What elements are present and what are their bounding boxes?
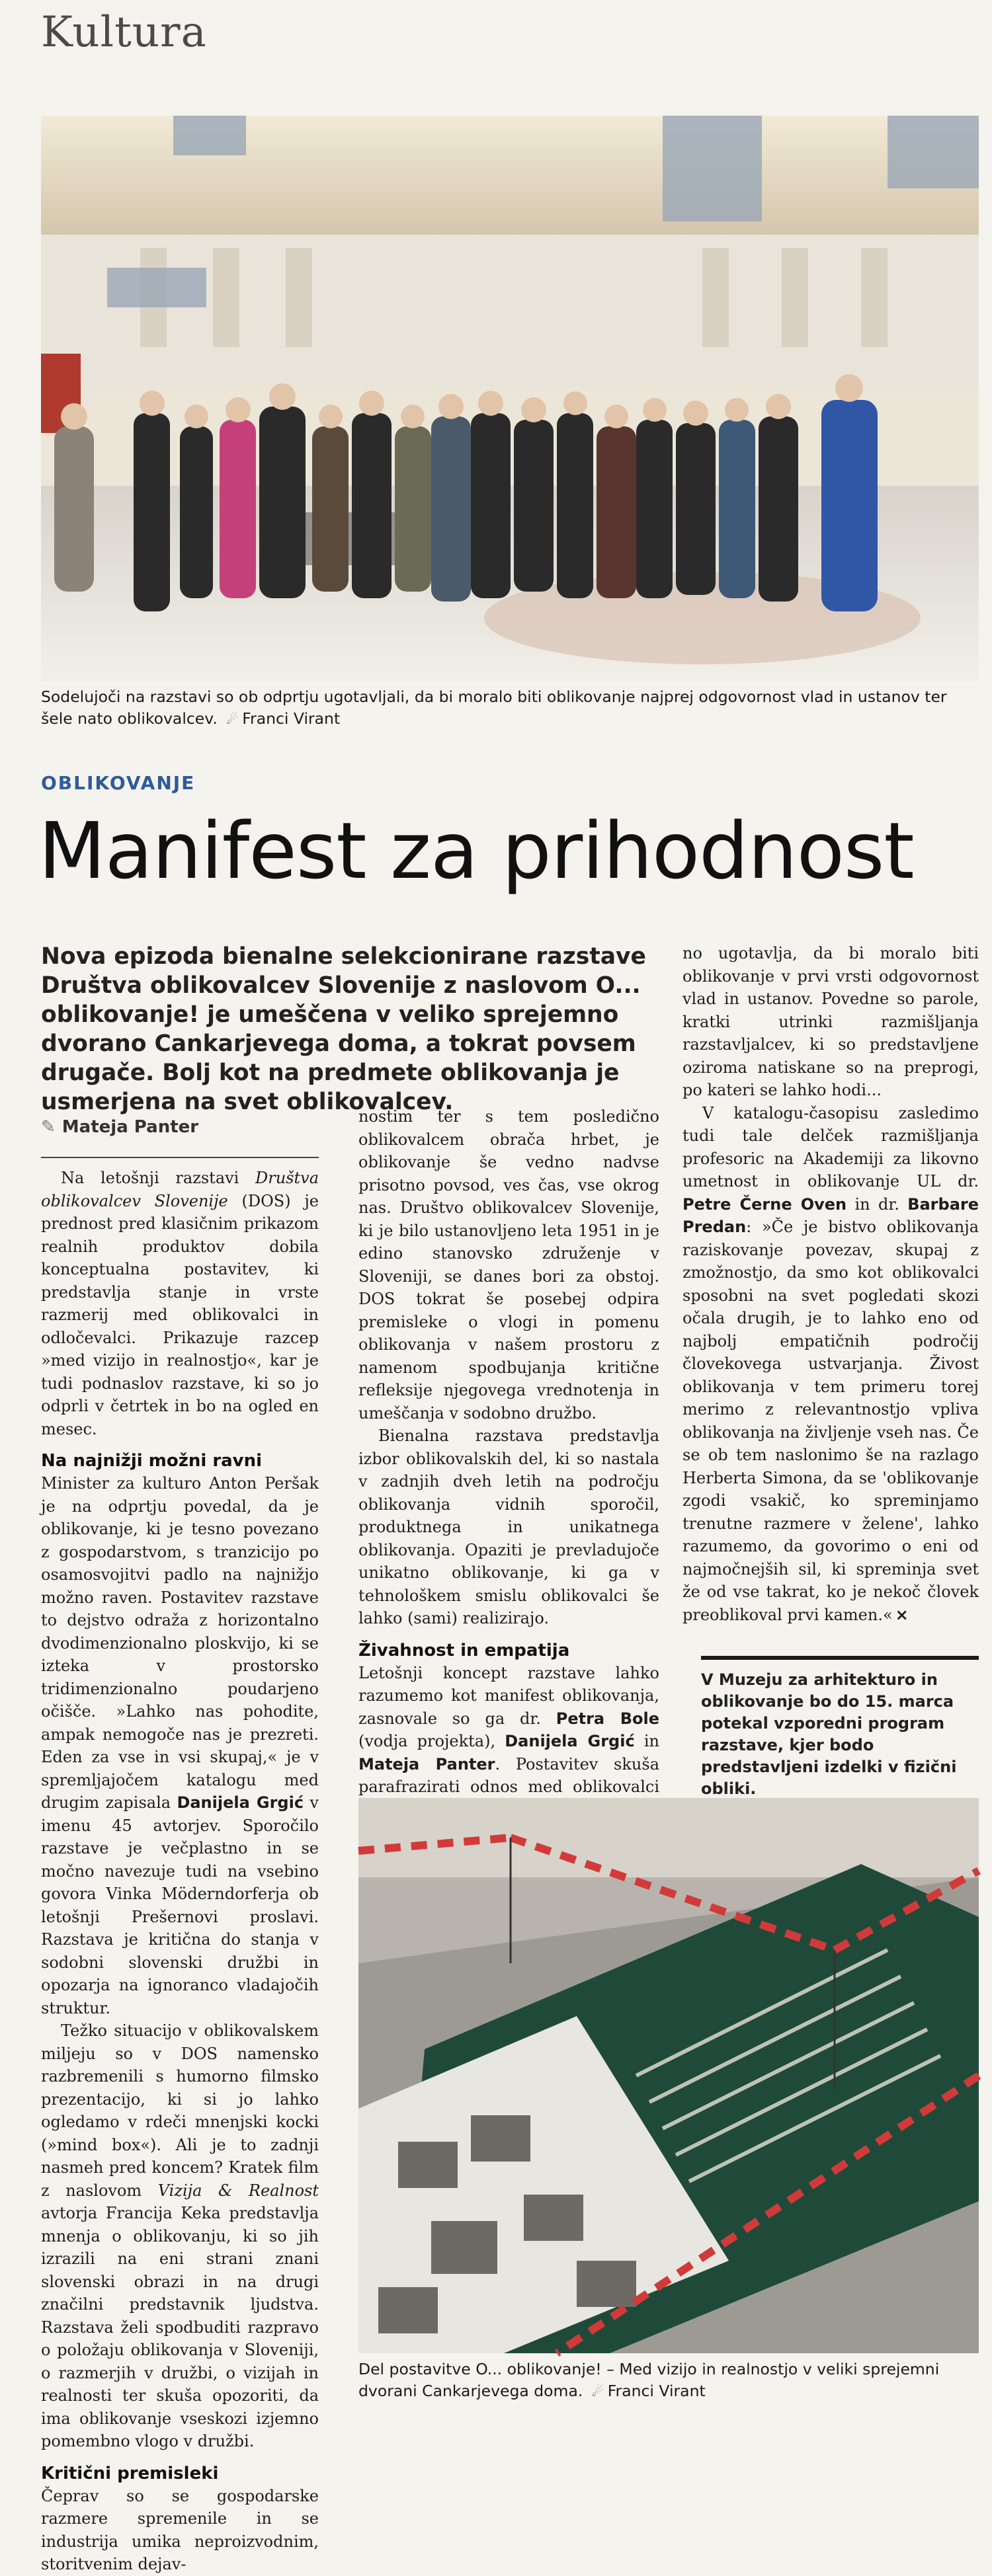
col1-subheading-2: Kritični premisleki bbox=[41, 2463, 219, 2483]
col3-paragraph-2: V katalogu-časopisu zasledimo tudi tale delček razmišljanja profesoric na Akademiji za likovno umetnost in oblikovanje UL dr. Petre Černe Oven in dr. Barbare Predan: »Če je bistvo oblikovanja raziskovanje povezav, skupaj z zmožnostjo, da smo kot oblikovalci sposobni na svet pogledati skozi očala drugih, je to lahko eno od najbolj empatičnih področij človekovega ustvarjanja. Živost oblikovanja v tem primeru torej merimo z relevantnostjo vpliva oblikovanja na življenje vseh nas. Če se ob tem naslonimo še na razlago Herberta Simona, da se 'oblikovanje zgodi vsakič, ko spreminjamo trenutne razmere v želene', lahko razumemo, da govorimo o eni od najmočnejših sil, ki spreminja svet že od vse takrat, ko je nekoč človek preoblikoval prvi kamen.« × bbox=[682, 1103, 979, 1624]
col1-subheading-1: Na najnižji možni ravni bbox=[41, 1451, 263, 1471]
col2-paragraph-3: Letošnji koncept razstave lahko razumemo kot manifest oblikovanja, zasnovale so ga dr. Petra Bole (vodja projekta), Danijela Grgić in Mateja Panter. Postavitev skuša parafrazirati odnos med oblikovalci bbox=[358, 1663, 660, 1796]
column-2 bbox=[358, 1105, 659, 1821]
col2-subheading-1: Živahnost in empatija bbox=[358, 1640, 570, 1660]
section-title: Kultura bbox=[41, 8, 207, 57]
col2-paragraph-1: nostim ter s tem posledično oblikovalcem obrača hrbet, je oblikovanje še vedno nadvse prisotno povsod, ves čas, vse okrog nas. Društvo oblikovalcev Slovenije, ki je bilo ustanovljeno leta 1951 in je edino stanovsko združenje v Sloveniji, se danes bori za obstoj. DOS tokrat še posebej odpira premisleke o vlogi in pomenu oblikovanja v našem prostoru z namenom spodbujanja kritične refleksije njegovega vrednotenja in umeščanja v sodobno družbo. bbox=[358, 1107, 659, 1423]
byline-rule bbox=[41, 1157, 319, 1158]
camera-icon: ☄ bbox=[226, 711, 239, 727]
column-1 bbox=[41, 1167, 319, 2576]
col2-paragraph-2: Bienalna razstava predstavlja izbor oblikovalskih del, ki so nastala v zadnjih dveh letih na področju oblikovanja vidnih sporočil, produktnega in unikatnega oblikovanja. Opaziti je prevladujoče unikatno oblikovanje, ki ga v tehnološkem smislu oblikovalci še lahko (sami) realizirajo. bbox=[358, 1426, 659, 1627]
group-photo bbox=[41, 116, 979, 681]
photo1-caption bbox=[41, 686, 979, 730]
byline-author: Mateja Panter bbox=[62, 1117, 199, 1137]
info-box: V Muzeju za arhitekturo in oblikovanje bo do 15. marca potekal vzporedni program razstave, kjer bodo predstavljeni izdelki v fizični obliki. bbox=[701, 1656, 979, 1800]
col3-paragraph-1: no ugotavlja, da bi moralo biti oblikovanje v prvi vrsti odgovornost vlad in ustanov. Povedne so parole, kratki utrinki razmišljanja razstavljalcev, ki so predstavljene oziroma natiskane so na preprogi, po kateri se lahko hodi... bbox=[682, 944, 979, 1099]
camera-icon: ☄ bbox=[591, 2384, 604, 2400]
col1-paragraph-4: Čeprav so se gospodarske razmere spremenile in se industrija umika neproizvodnim, storitvenim dejav- bbox=[41, 2486, 319, 2573]
photo1-credit: Franci Virant bbox=[242, 709, 341, 728]
exhibition-photo bbox=[358, 1798, 979, 2353]
photo1-caption-text: Sodelujoči na razstavi so ob odprtju ugotavljali, da bi moralo biti oblikovanje najprej odgovornost vlad in ustanov ter šele nato oblikovalcev. bbox=[41, 687, 947, 728]
pen-icon: ✎ bbox=[41, 1117, 56, 1137]
photo2-caption bbox=[358, 2359, 979, 2403]
photo2-caption-text: Del postavitve O... oblikovanje! – Med vizijo in realnostjo v veliki sprejemni dvorani Cankarjevega doma. bbox=[358, 2360, 940, 2400]
lead-paragraph: Nova epizoda bienalne selekcionirane razstave Društva oblikovalcev Slovenije z naslovom O... oblikovanje! je umeščena v veliko sprejemno dvorano Cankarjevega doma, a tokrat povsem drugače. Bolj kot na predmete oblikovanja je usmerjena na svet oblikovalcev. bbox=[41, 943, 646, 1115]
col1-paragraph-3: Težko situacijo v oblikovalskem miljeju so v DOS namensko razbremenili s humorno filmsko prezentacijo, ki si jo lahko ogledamo v rdeči mnenjski kocki (»mind box«). Ali je to zadnji nasmeh pred koncem? Kratek film z naslovom Vizija & Realnost avtorja Francija Keka predstavlja mnenja o oblikovanju, ki so jih izrazili na eni strani znani slovenski obrazi in na drugi značilni predstavnik ljudstva. Razstava želi spodbuditi razpravo o položaju oblikovanja v Sloveniji, o razmerjih v družbi, o vizijah in realnosti ter skuša opozoriti, da ima oblikovanje vseskozi izjemno pomembno vlogo v družbi. bbox=[41, 2021, 319, 2450]
headline: Manifest za prihodnost bbox=[38, 805, 914, 896]
column-3 bbox=[682, 942, 979, 1626]
end-mark: × bbox=[895, 1605, 909, 1624]
col1-paragraph-1: Na letošnji razstavi Društva oblikovalcev Slovenije (DOS) je prednost pred klasičnim prikazom realnih produktov dobila konceptualna postavitev, ki predstavlja stanje in vrste razmerij med oblikovalci in odločevalci. Prikazuje razcep »med vizijo in realnostjo«, kar je tudi podnaslov razstave, ki so jo odprli v četrtek in bo na ogled en mesec. bbox=[41, 1169, 319, 1438]
photo2-credit: Franci Virant bbox=[607, 2382, 706, 2400]
byline bbox=[41, 1117, 198, 1137]
kicker: OBLIKOVANJE bbox=[41, 772, 196, 794]
col1-paragraph-2: Minister za kulturo Anton Peršak je na odprtju povedal, da je oblikovanje, ki je tesno povezano z gospodarstvom, s tranzicijo po osamosvojitvi padlo na najnižjo možno raven. Postavitev razstave to dejstvo odraža z horizontalno dvodimenzionalno ploskvijo, ki se izteka v prostorsko tridimenzionalno poudarjeno očišče. »Lahko nas pohodite, ampak nemogoče nas je prezreti. Eden za vse in vsi skupaj,« je v spremljajočem katalogu med drugim zapisala Danijela Grgić v imenu 45 avtorjev. Sporočilo razstave je večplastno in se močno navezuje tudi na vsebino govora Vinka Möderndorferja ob letošnji Prešernovi proslavi. Razstava je kritična do stanja v sodobni slovenski družbi in opozarja na ignoranco vladajočih struktur. bbox=[41, 1474, 319, 2017]
